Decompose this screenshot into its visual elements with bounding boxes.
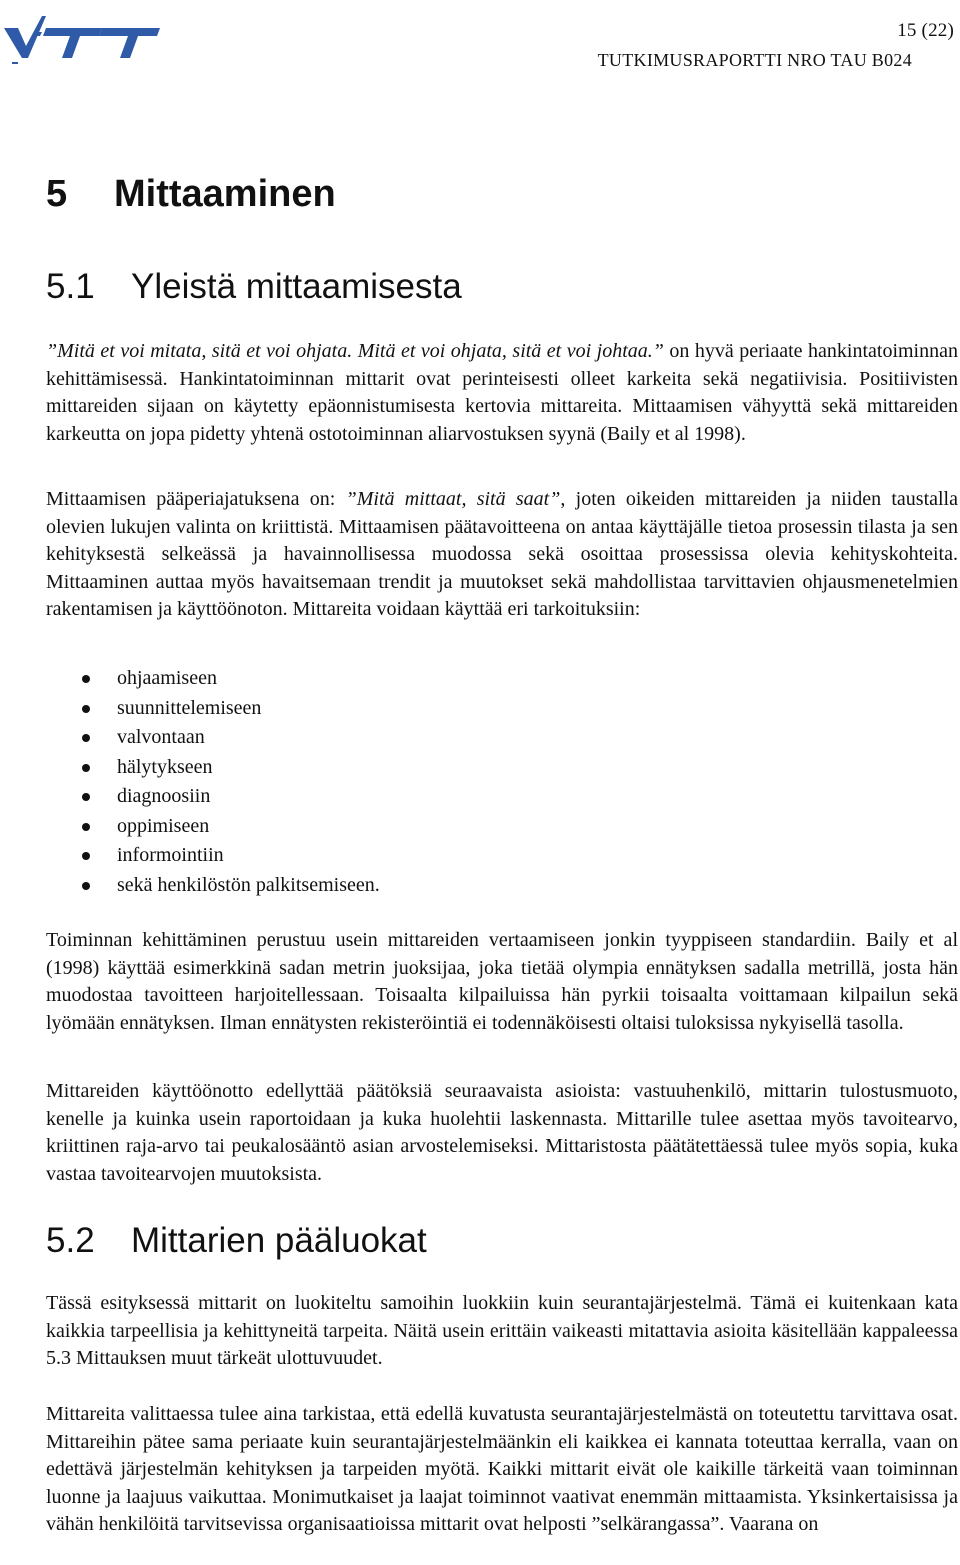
bullet-icon bbox=[82, 675, 90, 683]
paragraph-principle bbox=[46, 486, 958, 624]
purpose-list bbox=[46, 664, 380, 900]
list-item: sekä henkilöstön palkitsemiseen. bbox=[46, 871, 380, 901]
subsection-title: Mittarien pääluokat bbox=[131, 1221, 427, 1260]
page-number: 15 (22) bbox=[897, 20, 954, 41]
bullet-icon bbox=[82, 852, 90, 860]
principle-quote: ”Mitä mittaat, sitä saat” bbox=[345, 488, 561, 510]
subsection-heading-5-2 bbox=[46, 1220, 427, 1262]
subsection-number: 5.1 bbox=[46, 267, 95, 306]
paragraph-intro bbox=[46, 338, 958, 448]
bullet-icon bbox=[82, 823, 90, 831]
paragraph-development: Toiminnan kehittäminen perustuu usein mittareiden vertaamiseen jonkin tyyppiseen standardiin. Baily et al (1998) käyttää esimerkkinä sadan metrin juoksijaa, joka tietää olympia ennätyksen sadalla metrillä, josta hän muodostaa tavoitteen harjoitellessaan. Toisaalta kilpailuissa hän pyrkii toisaalta voittamaan kilpailun sekä lyömään ennätyksen. Ilman ennätysten rekisteröintiä ei todennäköisesti oltaisi tuloksissa nykyisellä tasolla. bbox=[46, 929, 958, 1034]
list-item: suunnittelemiseen bbox=[46, 694, 380, 724]
intro-text: on hyvä periaate hankintatoiminnan kehittämisessä. Hankintatoiminnan mittarit ovat perinteisesti olleet karkeita sekä negatiivisia. Positiivisten mittareiden sijaan on käytetty epäonnistumisesta kertovia mittareita. Mittaamisen vähyyttä sekä mittareiden karkeutta on jopa pidetty yhtenä ostotoiminnan aliarvostuksen syynä (Baily et al 1998). bbox=[46, 340, 958, 445]
list-item: diagnoosiin bbox=[46, 782, 380, 812]
subsection-number: 5.2 bbox=[46, 1221, 95, 1260]
paragraph-classification: Tässä esityksessä mittarit on luokiteltu samoihin luokkiin kuin seurantajärjestelmä. Tämä ei kuitenkaan kata kaikkia tarpeellisia ja kehittyneitä tarpeita. Näitä usein erittäin vaikeasti mitattavia asioita käsitellään kappaleessa 5.3 Mittauksen muut tärkeät ulottuvuudet. bbox=[46, 1292, 958, 1370]
section-number: 5 bbox=[46, 173, 68, 215]
list-item: valvontaan bbox=[46, 723, 380, 753]
list-item: oppimiseen bbox=[46, 812, 380, 842]
list-item: informointiin bbox=[46, 841, 380, 871]
list-item: hälytykseen bbox=[46, 753, 380, 783]
paragraph-selection: Mittareita valittaessa tulee aina tarkistaa, että edellä kuvatusta seurantajärjestelmästä on toteutettu tarvittava osat. Mittareihin pätee sama periaate kuin seurantajärjestelmäänkin eli kaikkea ei kannata toteuttaa kerralla, vaan on edettävä järjestelmän kehityksen ja tarpeiden myötä. Kaikki mittarit eivät ole kaikille tärkeitä vaan toiminnan luonne ja laajuus vaikuttaa. Monimutkaiset ja laajat toiminnot vaativat enemmän mittaamista. Yksinkertaisissa ja vähän henkilöitä tarvitsevissa organisaatioissa mittarit ovat helposti ”selkärangassa”. Vaarana on bbox=[46, 1403, 958, 1536]
intro-quote: ”Mitä et voi mitata, sitä et voi ohjata. Mitä et voi ohjata, sitä et voi johtaa.” bbox=[46, 340, 664, 362]
section-title: Mittaaminen bbox=[114, 173, 336, 215]
bullet-icon bbox=[82, 764, 90, 772]
subsection-heading-5-1 bbox=[46, 266, 462, 308]
vtt-logo bbox=[2, 6, 162, 66]
bullet-icon bbox=[82, 793, 90, 801]
report-identifier: TUTKIMUSRAPORTTI NRO TAU B024 bbox=[597, 50, 912, 70]
subsection-title: Yleistä mittaamisesta bbox=[131, 267, 462, 306]
bullet-icon bbox=[82, 882, 90, 890]
principle-text-after: , joten oikeiden mittareiden ja niiden taustalla olevien lukujen valinta on kriittistä. Mittaamisen päätavoitteena on antaa käyttäjälle tietoa prosessin tilasta ja sen kehityksestä selkeässä ja havainnollisessa muodossa sekä osoittaa prosessissa olevia kehityskohteita. Mittaaminen auttaa myös havaitsemaan trendit ja muutokset sekä mahdollistaa tarvittavien ohjausmenetelmien rakentamisen ja käyttöönoton. Mittareita voidaan käyttää eri tarkoituksiin: bbox=[46, 488, 958, 621]
bullet-icon bbox=[82, 734, 90, 742]
principle-text-before: Mittaamisen pääperiajatuksena on: bbox=[46, 488, 346, 510]
list-item: ohjaamiseen bbox=[46, 664, 380, 694]
section-heading bbox=[46, 172, 336, 216]
paragraph-deployment: Mittareiden käyttöönotto edellyttää päätöksiä seuraavaista asioista: vastuuhenkilö, mittarin tulostusmuoto, kenelle ja kuinka usein raportoidaan ja kuka huolehtii laskennasta. Mittarille tulee asettaa myös tavoitearvo, kriittinen raja-arvo tai peukalosääntö asian arvostelemiseksi. Mittaristosta päätätettäessä tulee myös sopia, kuka vastaa tavoitearvojen muutoksista. bbox=[46, 1080, 958, 1185]
bullet-icon bbox=[82, 705, 90, 713]
